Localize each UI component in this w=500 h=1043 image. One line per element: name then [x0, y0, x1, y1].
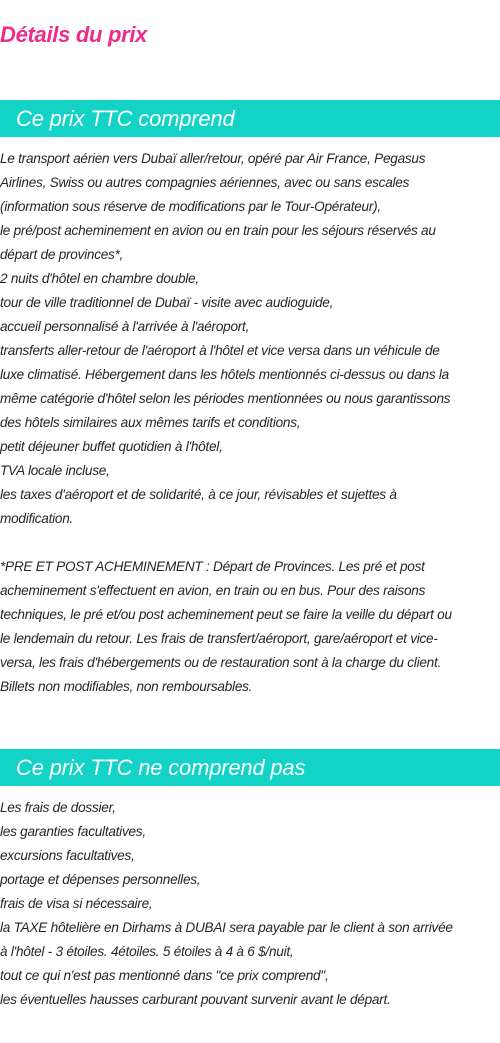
excludes-list	[0, 796, 497, 1012]
excludes-line: tout ce qui n'est pas mentionné dans "ce prix comprend",	[0, 968, 329, 983]
excludes-line: la TAXE hôtelière en Dirhams à DUBAI sera payable par le client à son arrivée	[0, 920, 453, 935]
excludes-heading: Ce prix TTC ne comprend pas	[0, 749, 500, 786]
excludes-line: frais de visa si nécessaire,	[0, 896, 153, 911]
includes-heading: Ce prix TTC comprend	[0, 100, 500, 137]
includes-line: départ de provinces*,	[0, 247, 124, 262]
note-line: Billets non modifiables, non remboursables.	[0, 679, 253, 694]
includes-line: transferts aller-retour de l'aéroport à l'hôtel et vice versa dans un véhicule de	[0, 343, 440, 358]
includes-line: des hôtels similaires aux mêmes tarifs et conditions,	[0, 415, 301, 430]
includes-line: même catégorie d'hôtel selon les périodes mentionnées ou nous garantissons	[0, 391, 451, 406]
excludes-line: à l'hôtel - 3 étoiles. 4étoiles. 5 étoiles à 4 à 6 $/nuit,	[0, 944, 294, 959]
includes-line: petit déjeuner buffet quotidien à l'hôtel,	[0, 439, 223, 454]
includes-list	[0, 147, 497, 531]
includes-line: les taxes d'aéroport et de solidarité, à ce jour, révisables et sujettes à	[0, 487, 397, 502]
includes-line: 2 nuits d'hôtel en chambre double,	[0, 271, 199, 286]
excludes-line: les garanties facultatives,	[0, 824, 146, 839]
note-line: le lendemain du retour. Les frais de transfert/aéroport, gare/aéroport et vice-	[0, 631, 438, 646]
includes-line: Le transport aérien vers Dubaï aller/retour, opéré par Air France, Pegasus	[0, 151, 426, 166]
includes-line: TVA locale incluse,	[0, 463, 110, 478]
includes-line: le pré/post acheminement en avion ou en train pour les séjours réservés au	[0, 223, 436, 238]
excludes-line: Les frais de dossier,	[0, 800, 116, 815]
includes-line: modification.	[0, 511, 74, 526]
note-line: acheminement s'effectuent en avion, en train ou en bus. Pour des raisons	[0, 583, 426, 598]
pre-post-routing-note	[0, 555, 497, 699]
includes-line: Airlines, Swiss ou autres compagnies aériennes, avec ou sans escales	[0, 175, 410, 190]
excludes-line: les éventuelles hausses carburant pouvant survenir avant le départ.	[0, 992, 391, 1007]
includes-line: accueil personnalisé à l'arrivée à l'aéroport,	[0, 319, 250, 334]
excludes-line: portage et dépenses personnelles,	[0, 872, 201, 887]
page-title: Détails du prix	[0, 22, 148, 47]
includes-line: tour de ville traditionnel de Dubaï - visite avec audioguide,	[0, 295, 334, 310]
excludes-line: excursions facultatives,	[0, 848, 135, 863]
note-line: versa, les frais d'hébergements ou de restauration sont à la charge du client.	[0, 655, 442, 670]
note-line: techniques, le pré et/ou post acheminement peut se faire la veille du départ ou	[0, 607, 452, 622]
includes-line: luxe climatisé. Hébergement dans les hôtels mentionnés ci-dessus ou dans la	[0, 367, 449, 382]
includes-line: (information sous réserve de modifications par le Tour-Opérateur),	[0, 199, 381, 214]
note-line: *PRE ET POST ACHEMINEMENT : Départ de Provinces. Les pré et post	[0, 559, 425, 574]
